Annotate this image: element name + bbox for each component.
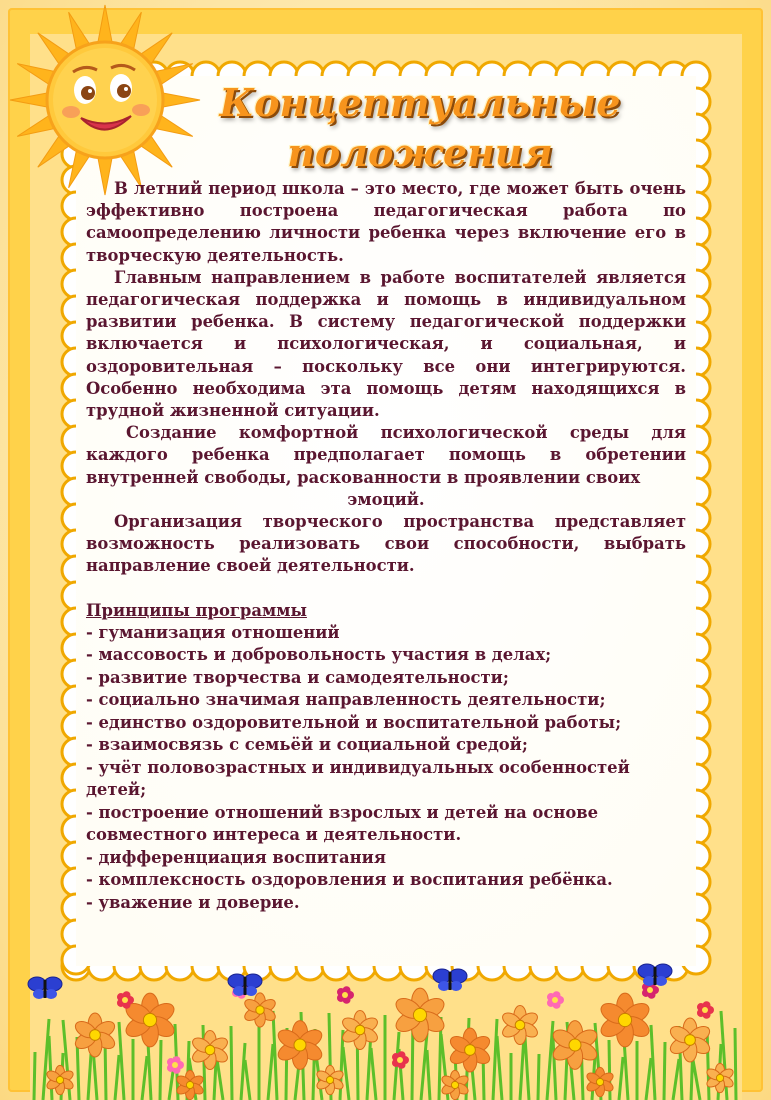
paragraph-1: В летний период школа – это место, где может быть очень эффективно построена педагогическая работа по самоопределению личности ребенка через включение его в творческую деятельность. — [86, 179, 686, 265]
principle-item: - гуманизация отношений — [86, 622, 340, 642]
content-area — [86, 178, 686, 938]
grass-blade — [160, 1040, 161, 1100]
butterfly-icon — [433, 969, 467, 991]
grass-blade — [538, 1054, 539, 1100]
paragraph-3: Создание комфортной психологической среды для каждого ребенка предполагает помощь в обретении внутренней свободы, раскованности в проявлении своих — [86, 423, 686, 487]
principle-item: - уважение и доверие. — [86, 892, 300, 912]
principle-item: - комплексность оздоровления и воспитания ребёнка. — [86, 870, 613, 890]
butterfly-icon — [638, 964, 672, 986]
title-line-1: Концептуальные — [219, 80, 621, 125]
page-title — [210, 78, 630, 178]
principle-item: - развитие творчества и самодеятельности; — [86, 667, 509, 687]
flowers-border — [0, 950, 771, 1100]
principle-item: - учёт половозрастных и индивидуальных особенностей детей; — [86, 757, 630, 800]
grass-blade — [231, 1026, 232, 1100]
principle-item: - взаимосвязь с семьёй и социальной средой; — [86, 735, 528, 755]
paragraph-4: Организация творческого пространства представляет возможность реализовать свои способности, выбрать направление своей деятельности. — [86, 512, 686, 576]
grass-blade — [34, 1052, 35, 1100]
principle-item: - дифференциация воспитания — [86, 847, 386, 867]
grass-blade — [735, 1028, 736, 1100]
grass-blade — [707, 1027, 709, 1100]
principle-item: - построение отношений взрослых и детей на основе совместного интереса и деятельности. — [86, 802, 599, 845]
paragraph-3-end: эмоций. — [347, 489, 425, 509]
grass-blade — [565, 1055, 567, 1100]
principles-heading: Принципы программы — [86, 600, 307, 620]
title-line-2: положения — [287, 130, 553, 175]
principle-item: - социально значимая направленность деятельности; — [86, 690, 606, 710]
grass-blade — [664, 1042, 665, 1100]
principle-item: - единство оздоровительной и воспитательной работы; — [86, 712, 622, 732]
principle-item: - массовость и добровольность участия в делах; — [86, 645, 552, 665]
paragraph-2: Главным направлением в работе воспитателей является педагогическая поддержка и помощь в индивидуальном развитии ребенка. В систему педагогической поддержки включается и психологическая, и социальная, и оздоровительная – поскольку все они интегрируются. Особенно необходима эта помощь детям находящихся в трудной жизненной ситуации. — [86, 267, 686, 421]
